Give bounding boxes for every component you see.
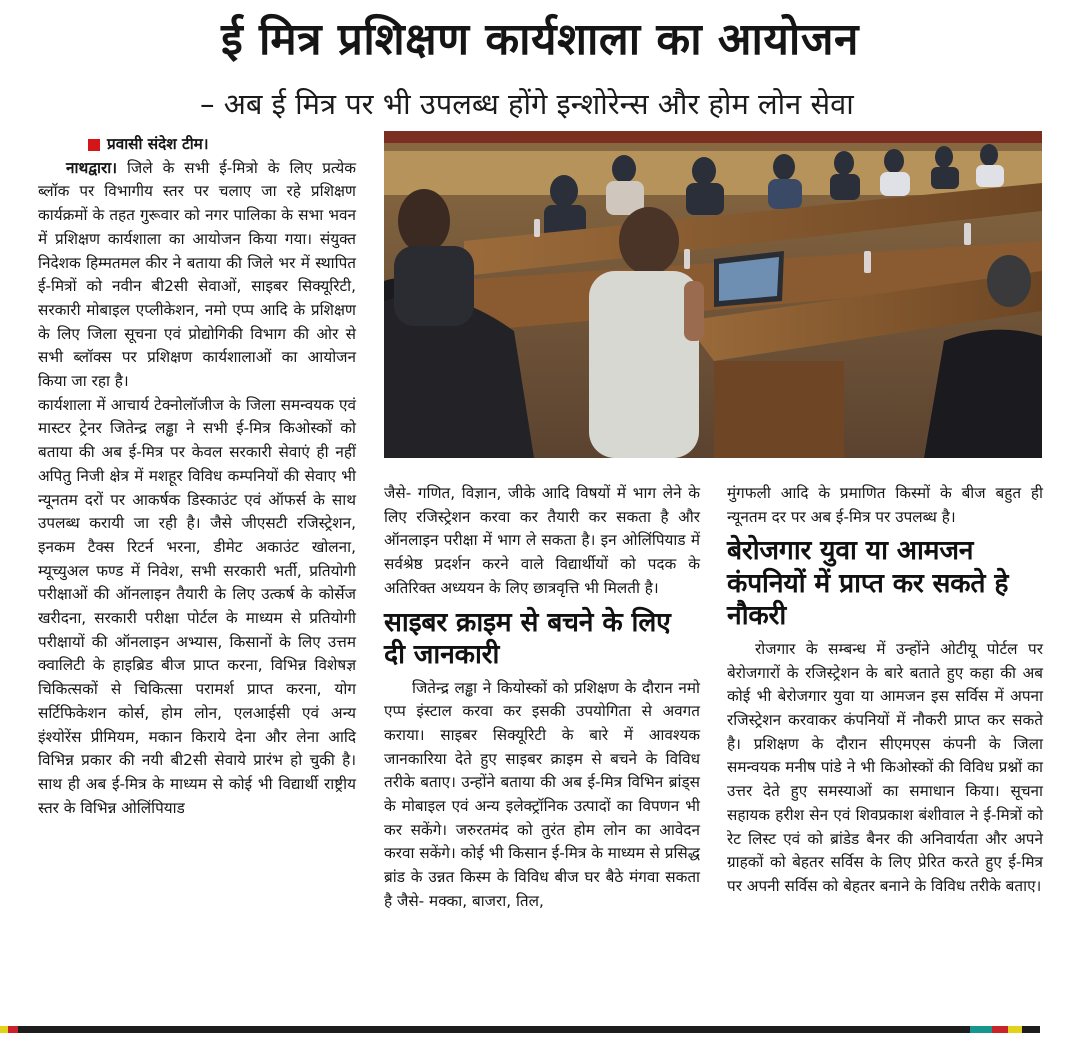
color-bar-yellow — [1008, 1026, 1022, 1033]
byline-text: प्रवासी संदेश टीम। — [107, 135, 209, 153]
bottom-rule — [0, 1026, 1040, 1033]
paragraph: रोजगार के सम्बन्ध में उन्होंने ओटीयू पोर्टल पर बेरोजगारों के रजिस्ट्रेशन के बारे बताते हुए कहा की अब कोई भी बेरोजगार युवा या आमजन इस सर्विस में अपना रजिस्ट्रेशन करवाकर कंपनियों में नौकरी प्राप्त कर सकते है। प्रशिक्षण के दौरान सीएमएस कंपनी के जिला समन्वयक मनीष पांडे ने भी किओस्कों की विविध प्रश्नों का उत्तर देते हुए समस्याओं का समाधान किया। सूचना सहायक हरीश सेन एवं शिवप्रकाश बंशीवाल ने ई-मित्रों को रेट लिस्ट एवं को ब्रांडेड बैनर की अनिवार्यता और अपने ग्राहकों को बेहतर सर्विस के लिए प्रेरित करते हुए ई-मित्र पर अपनी सर्विस को बेहतर बनाने के विविध तरीके बताए। — [727, 639, 1043, 895]
byline-square-icon — [88, 139, 100, 151]
color-bar-red — [992, 1026, 1008, 1033]
section-heading: बेरोजगार युवा या आमजन कंपनियों में प्राप्त कर सकते हे नौकरी — [727, 535, 1009, 632]
paragraph: जैसे- गणित, विज्ञान, जीके आदि विषयों में भाग लेने के लिए रजिस्ट्रेशन करवा कर तैयारी कर सकता है और ऑनलाइन परीक्षा में भाग ले सकता है। इन ओलिंपियाड में सर्वश्रेष्ठ प्रदर्शन करने वाले विद्यार्थीयों को पदक के अतिरिक्त अध्ययन के लिए छात्रवृत्ति भी मिलती है। — [384, 484, 700, 597]
article-photo — [384, 131, 1042, 458]
page-title: ई मित्र प्रशिक्षण कार्यशाला का आयोजन — [221, 14, 859, 65]
color-bar-red — [8, 1026, 18, 1033]
paragraph: कार्यशाला में आचार्य टेक्नोलॉजीज के जिला समन्वयक एवं मास्टर ट्रेनर जितेन्द्र लड्ढा ने सभी ई-मित्र किओस्कों को बताया की अब ई-मित्र पर केवल सरकारी सेवाएं ही नहीं अपितु निजी क्षेत्र में मशहूर विविध कम्पनियों की सेवाए भी न्यूनतम दरों पर आकर्षक डिस्काउंट एवं ऑफर्स के साथ उपलब्ध करायी जा रही है। जैसे जीएसटी रजिस्ट्रेशन, इनकम टैक्स रिटर्न भरना, डीमेट अकाउंट खोलना, म्यूच्युअल फण्ड में निवेश, सभी सरकारी भर्ती, प्रतियोगी परीक्षाओं की ऑनलाइन तैयारी के लिए उत्कर्ष के कोर्सेज खरीदना, सरकारी परीक्षा पोर्टल के माध्यम से प्रतियोगी परीक्षायों की ऑनलाइन अभ्यास, किसानों के लिए उत्तम क्वालिटी के हाइब्रिड बीज प्राप्त करना, विभिन्न विशेषज्ञ चिकित्सकों से चिकित्सा परामर्श प्राप्त करना, योग सर्टिफिकेशन कोर्स, होम लोन, एलआईसी एवं अन्य इंश्योरेंस प्रीमियम, मकान किराये देना और लेना आदि विभिन्न प्रकार की नयी बी2सी सेवाये प्रारंभ हो चुकी है। साथ ही अब ई-मित्र के माध्यम से कोई भी विद्यार्थी राष्ट्रीय स्तर के विभिन्न ओलिंपियाड — [38, 395, 356, 817]
color-bar-yellow — [0, 1026, 8, 1033]
byline — [88, 133, 356, 157]
paragraph: जितेन्द्र लड्ढा ने कियोस्कों को प्रशिक्षण के दौरान नमो एप्प इंस्टाल करवा कर इसकी उपयोगिता से अवगत कराया। साइबर सिक्यूरिटी के बारे में आवश्यक जानकारिया देते हुए साइबर क्राइम से बचने के विविध तरीके बताए। उन्होंने बताया की अब ई-मित्र विभिन ब्रांड्स के मोबाइल एवं अन्य इलेक्ट्रॉनिक उत्पादों का विपणन भी कर सकेंगे। जरुरतमंद को तुरंत होम लोन का आवेदन करवा सकेंगे। कोई भी किसान ई-मित्र के माध्यम से प्रसिद्ध ब्रांड के उन्नत किस्म के विविध बीज घर बैठे मंगवा सकता है जैसे- मक्का, बाजरा, तिल, — [384, 678, 700, 910]
page-subtitle: – अब ई मित्र पर भी उपलब्ध होंगे इन्शोरेन्स और होम लोन सेवा — [200, 87, 854, 121]
section-heading: साइबर क्राइम से बचने के लिए दी जानकारी — [384, 606, 671, 671]
color-bar-teal — [970, 1026, 992, 1033]
meeting-photo-image — [384, 131, 1042, 458]
dateline: नाथद्वारा। — [66, 158, 118, 177]
article-column-3 — [727, 482, 1043, 899]
paragraph-text: जिले के सभी ई-मित्रो के लिए प्रत्येक ब्लॉक पर विभागीय स्तर पर चलाए जा रहे प्रशिक्षण कार्यक्रमों के तहत गुरूवार को नगर पालिका के सभा भवन में प्रशिक्षण कार्यशाला का आयोजन किया गया। संयुक्त निदेशक हिम्मतमल कीर ने बताया की जिले भर में स्थापित ई-मित्रों को नवीन बी2सी सेवाओं, साइबर सिक्यूरिटी, सरकारी मोबाइल एप्लीकेशन, नमो एप्प आदि के प्रशिक्षण के लिए जिला सूचना एवं प्रोद्योगिकी विभाग की ओर से सभी ब्लॉक्स पर प्रशिक्षण कार्यशालाओं का आयोजन किया जा रहा है। — [38, 158, 356, 391]
paragraph: मुंगफली आदि के प्रमाणित किस्मों के बीज बहुत ही न्यूनतम दर पर अब ई-मित्र पर उपलब्ध है। — [727, 484, 1043, 526]
article-column-2 — [384, 482, 700, 914]
article-column-1 — [38, 133, 356, 820]
paragraph — [38, 157, 356, 394]
